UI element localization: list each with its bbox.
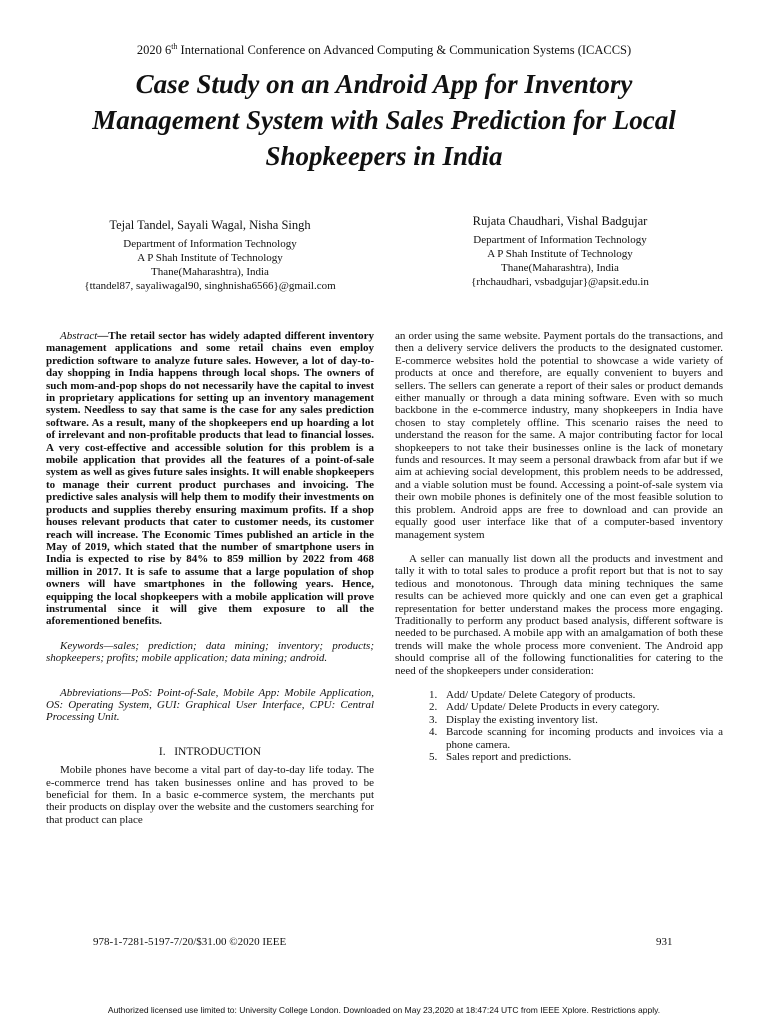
paper-title: Case Study on an Android App for Inventory Management System with Sales Prediction for Local Shopkeepers in India bbox=[92, 69, 676, 171]
conference-prefix: 2020 6 bbox=[136, 43, 172, 58]
left-column bbox=[46, 330, 374, 826]
feature-item: 5. Sales report and predictions. bbox=[440, 751, 723, 763]
author-department: Department of Information Technology bbox=[473, 234, 647, 246]
author-department: Department of Information Technology bbox=[123, 238, 297, 250]
author-emails: {ttandel87, sayaliwagal90, singhnisha6566}@gmail.com bbox=[84, 280, 336, 292]
author-location: Thane(Maharashtra), India bbox=[151, 266, 269, 278]
author-emails: {rhchaudhari, vsbadgujar}@apsit.edu.in bbox=[471, 276, 649, 288]
page-number: 931 bbox=[656, 936, 673, 948]
section-title: INTRODUCTION bbox=[174, 745, 262, 758]
conference-sup: th bbox=[171, 42, 178, 51]
author-location: Thane(Maharashtra), India bbox=[501, 262, 619, 274]
conference-header bbox=[0, 42, 768, 58]
keywords: Keywords—sales; prediction; data mining; inventory; products; shopkeepers; profits; mobile application; data mining; android. bbox=[46, 639, 374, 665]
isbn-footer: 978-1-7281-5197-7/20/$31.00 ©2020 IEEE bbox=[93, 936, 287, 948]
license-notice: Authorized licensed use limited to: University College London. Downloaded on May 23,2020 at 18:47:24 UTC from IEEE Xplore. Restrictions apply. bbox=[107, 1005, 661, 1015]
feature-item: 3. Display the existing inventory list. bbox=[440, 714, 723, 726]
author-block-left bbox=[40, 218, 380, 293]
right-column bbox=[395, 330, 723, 763]
author-names: Tejal Tandel, Sayali Wagal, Nisha Singh bbox=[109, 218, 311, 232]
abstract-lead: Abstract bbox=[60, 330, 98, 342]
conference-rest: International Conference on Advanced Computing & Communication Systems (ICACCS) bbox=[177, 43, 632, 58]
feature-item: 4. Barcode scanning for incoming products and invoices via a phone camera. bbox=[440, 726, 723, 751]
intro-paragraph: Mobile phones have become a vital part of day-to-day life today. The e-commerce trend has taken businesses online and has proved to be beneficial for them. In a basic e-commerce system, the merchants put their products on display over the website and the customers searching for that product can place bbox=[46, 764, 374, 826]
abstract bbox=[46, 330, 374, 628]
abbreviations: Abbreviations—PoS: Point-of-Sale, Mobile App: Mobile Application, OS: Operating System, GUI: Graphical User Interface, CPU: Central Processing Unit. bbox=[46, 686, 374, 724]
author-block-right bbox=[390, 214, 730, 289]
section-number: I. bbox=[158, 745, 166, 758]
author-institute: A P Shah Institute of Technology bbox=[487, 248, 633, 260]
feature-item: 2. Add/ Update/ Delete Products in every category. bbox=[440, 701, 723, 713]
section-heading bbox=[46, 746, 374, 758]
feature-list bbox=[395, 689, 723, 763]
author-institute: A P Shah Institute of Technology bbox=[137, 252, 283, 264]
feature-item: 1. Add/ Update/ Delete Category of products. bbox=[440, 689, 723, 701]
functionality-paragraph: A seller can manually list down all the products and investment and tally it with to total sales to produce a profit report but that is not to say tedious and monotonous. Through data mining techniques the same results can be achieved more quickly and one can even get a graphical representation for better understand makes the process more engaging. Traditionally to perform any product based analysis, different software is needed to be purchased. A mobile app with an amalgamation of both these trends will make the whole process more convenient. The Android app should comprise all of the following functionalities for catering to the need of the shopkeepers under consideration: bbox=[395, 552, 723, 677]
abstract-text: —The retail sector has widely adapted different inventory management applications and some retail chains even employ prediction software to analyze future sales. However, a lot of day-to-day shopping in India happens through local shops. The owners of such mom-and-pop shops do not necessarily have the capital to invest in proprietary applications for setting up an inventory management system. Needless to say that same is the case for any sales prediction software. As a result, many of the shopkeepers end up hoarding a lot of irrelevant and non-profitable products that lead to financial losses. A very cost-effective and accessible solution for this problem is a mobile application that provides all the features of a point-of-sale system as well as gives future sales insights. It will enable shopkeepers to manage their current product purchases and invoicing. The predictive sales analysis will help them to modify their investments on products and supplies thereby ensuring maximum profits. If a shop houses relevant products that cater to customer needs, its customer reach will increase. The Economic Times published an article in the May of 2019, which stated that the number of smartphone users in India is expected to rise by 84% to 859 million by 2022 from 468 million in 2017. It is safe to assume that a large population of shop owners will have smartphones in the following years. Hence, equipping the local shopkeepers with a mobile application will prove instrumental since it will give them exposure to all the aforementioned benefits. bbox=[46, 330, 374, 628]
author-names: Rujata Chaudhari, Vishal Badgujar bbox=[472, 214, 648, 228]
intro-continued-paragraph: an order using the same website. Payment portals do the transactions, and then a delivery service delivers the products to the designated customer. E-commerce websites hold the potential to showcase a wide variety of products at once and therefore, are equally convenient to buyers and sellers. The sellers can generate a report of their sales or product demands either manually or through a data mining software. Even with so much backbone in the e-commerce industry, many shopkeepers in India have chosen to stay completely offline. This scenario raises the need to understand the reason for the same. A major contributing factor for local shopkeepers to not take their businesses online is the lack of monetary funds and resources. It may seem a personal drawback from afar but if we aim at achieving social development, this problem needs to be addressed, and a viable solution must be found. Accessing a point-of-sale system via their own mobile phones is definitely one of the most feasible solution to this problem. Android apps are free to download and can provide an equally good user interface like that of a computer-based inventory management system bbox=[395, 330, 723, 541]
